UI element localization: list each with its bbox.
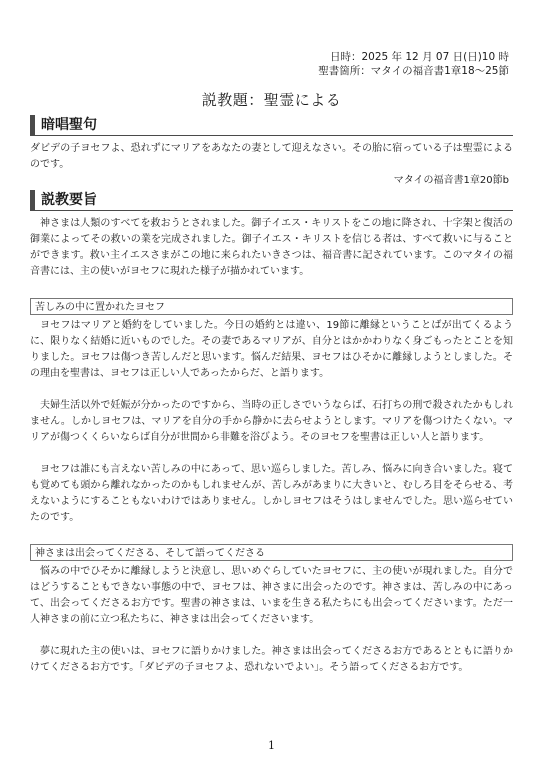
scripture-reference: 聖書箇所：マタイの福音書1章18～25節 (318, 65, 509, 77)
service-date: 日時：2025 年 12 月 07 日(日)10 時 (329, 51, 509, 63)
recitation-heading: 暗唱聖句 (30, 115, 513, 136)
sermon-title: 説教題：聖霊による (201, 91, 342, 109)
summary-heading: 説教要旨 (30, 190, 513, 211)
subsection-heading-suffering: 苦しみの中に置かれたヨセフ (30, 298, 513, 315)
page-number: 1 (268, 739, 275, 752)
suffering-paragraph-2: 夫婦生活以外で妊娠が分かったのですから、当時の正しさでいうならば、石打ちの刑で殺されたかもしれません。しかしヨセフは、マリアを自分の手から静かに去らせようとします。マリアを傷つけたくない。マリアが傷つくくらいならば自分が世間から非難を浴びよう。そのヨセフを聖書は正しい人と語ります。 (30, 400, 513, 443)
encounter-paragraph-1: 悩みの中でひそかに離縁しようと決意し、思いめぐらしていたヨセフに、主の使いが現れました。自分ではどうすることもできない事態の中で、ヨセフは、神さまに出会ったのです。神さまは、苦しみの中にあって、出会ってくださるお方です。聖書の神さまは、いまを生きる私たちにも出会ってくださいます。ただ一人神さまの前に立つ私たちに、神さまは出会ってくださいます。 (30, 566, 513, 625)
suffering-paragraph-3: ヨセフは誰にも言えない苦しみの中にあって、思い巡らしました。苦しみ、悩みに向き合いました。寝ても覚めても頭から離れなかったのかもしれませんが、苦しみがあまりに大きいと、むしろ目をそらせる、考えないようにすることもないわけではありません。しかしヨセフはそうはしませんでした。思い巡らせていたのです。 (30, 464, 513, 523)
subsection-heading-encounter: 神さまは出会ってくださる、そして語ってくださる (30, 544, 513, 561)
encounter-paragraph-2: 夢に現れた主の使いは、ヨセフに語りかけました。神さまは出会ってくださるお方であるとともに語りかけてくださるお方です。「ダビデの子ヨセフよ、恐れないでよい」。そう語ってくださるお方です。 (30, 646, 513, 673)
recitation-verse-reference: マタイの福音書1章20節b (393, 175, 509, 186)
suffering-paragraph-1: ヨセフはマリアと婚約をしていました。今日の婚約とは違い、19節に離縁ということばが出てくるように、限りなく結婚に近いものでした。その妻であるマリアが、自分とはかかわりなく身ごもったとことを知りました。ヨセフは傷つき苦しんだと思います。悩んだ結果、ヨセフはひそかに離縁しようとしました。その理由を聖書は、ヨセフは正しい人であったからだ、と語ります。 (30, 320, 513, 379)
recitation-verse: ダビデの子ヨセフよ、恐れずにマリアをあなたの妻として迎えなさい。その胎に宿っている子は聖霊によるのです。 (30, 143, 513, 170)
service-info (30, 50, 509, 78)
summary-paragraph: 神さまは人類のすべてを救おうとされました。御子イエス・キリストをこの地に降され、十字架と復活の御業によってその救いの業を完成されました。御子イエス・キリストを信じる者は、すべて救いに与ることができます。救い主イエスさまがこの地に来られたいきさつは、福音書に記されています。このマタイの福音書には、主の使いがヨセフに現れた様子が描かれています。 (30, 218, 513, 277)
